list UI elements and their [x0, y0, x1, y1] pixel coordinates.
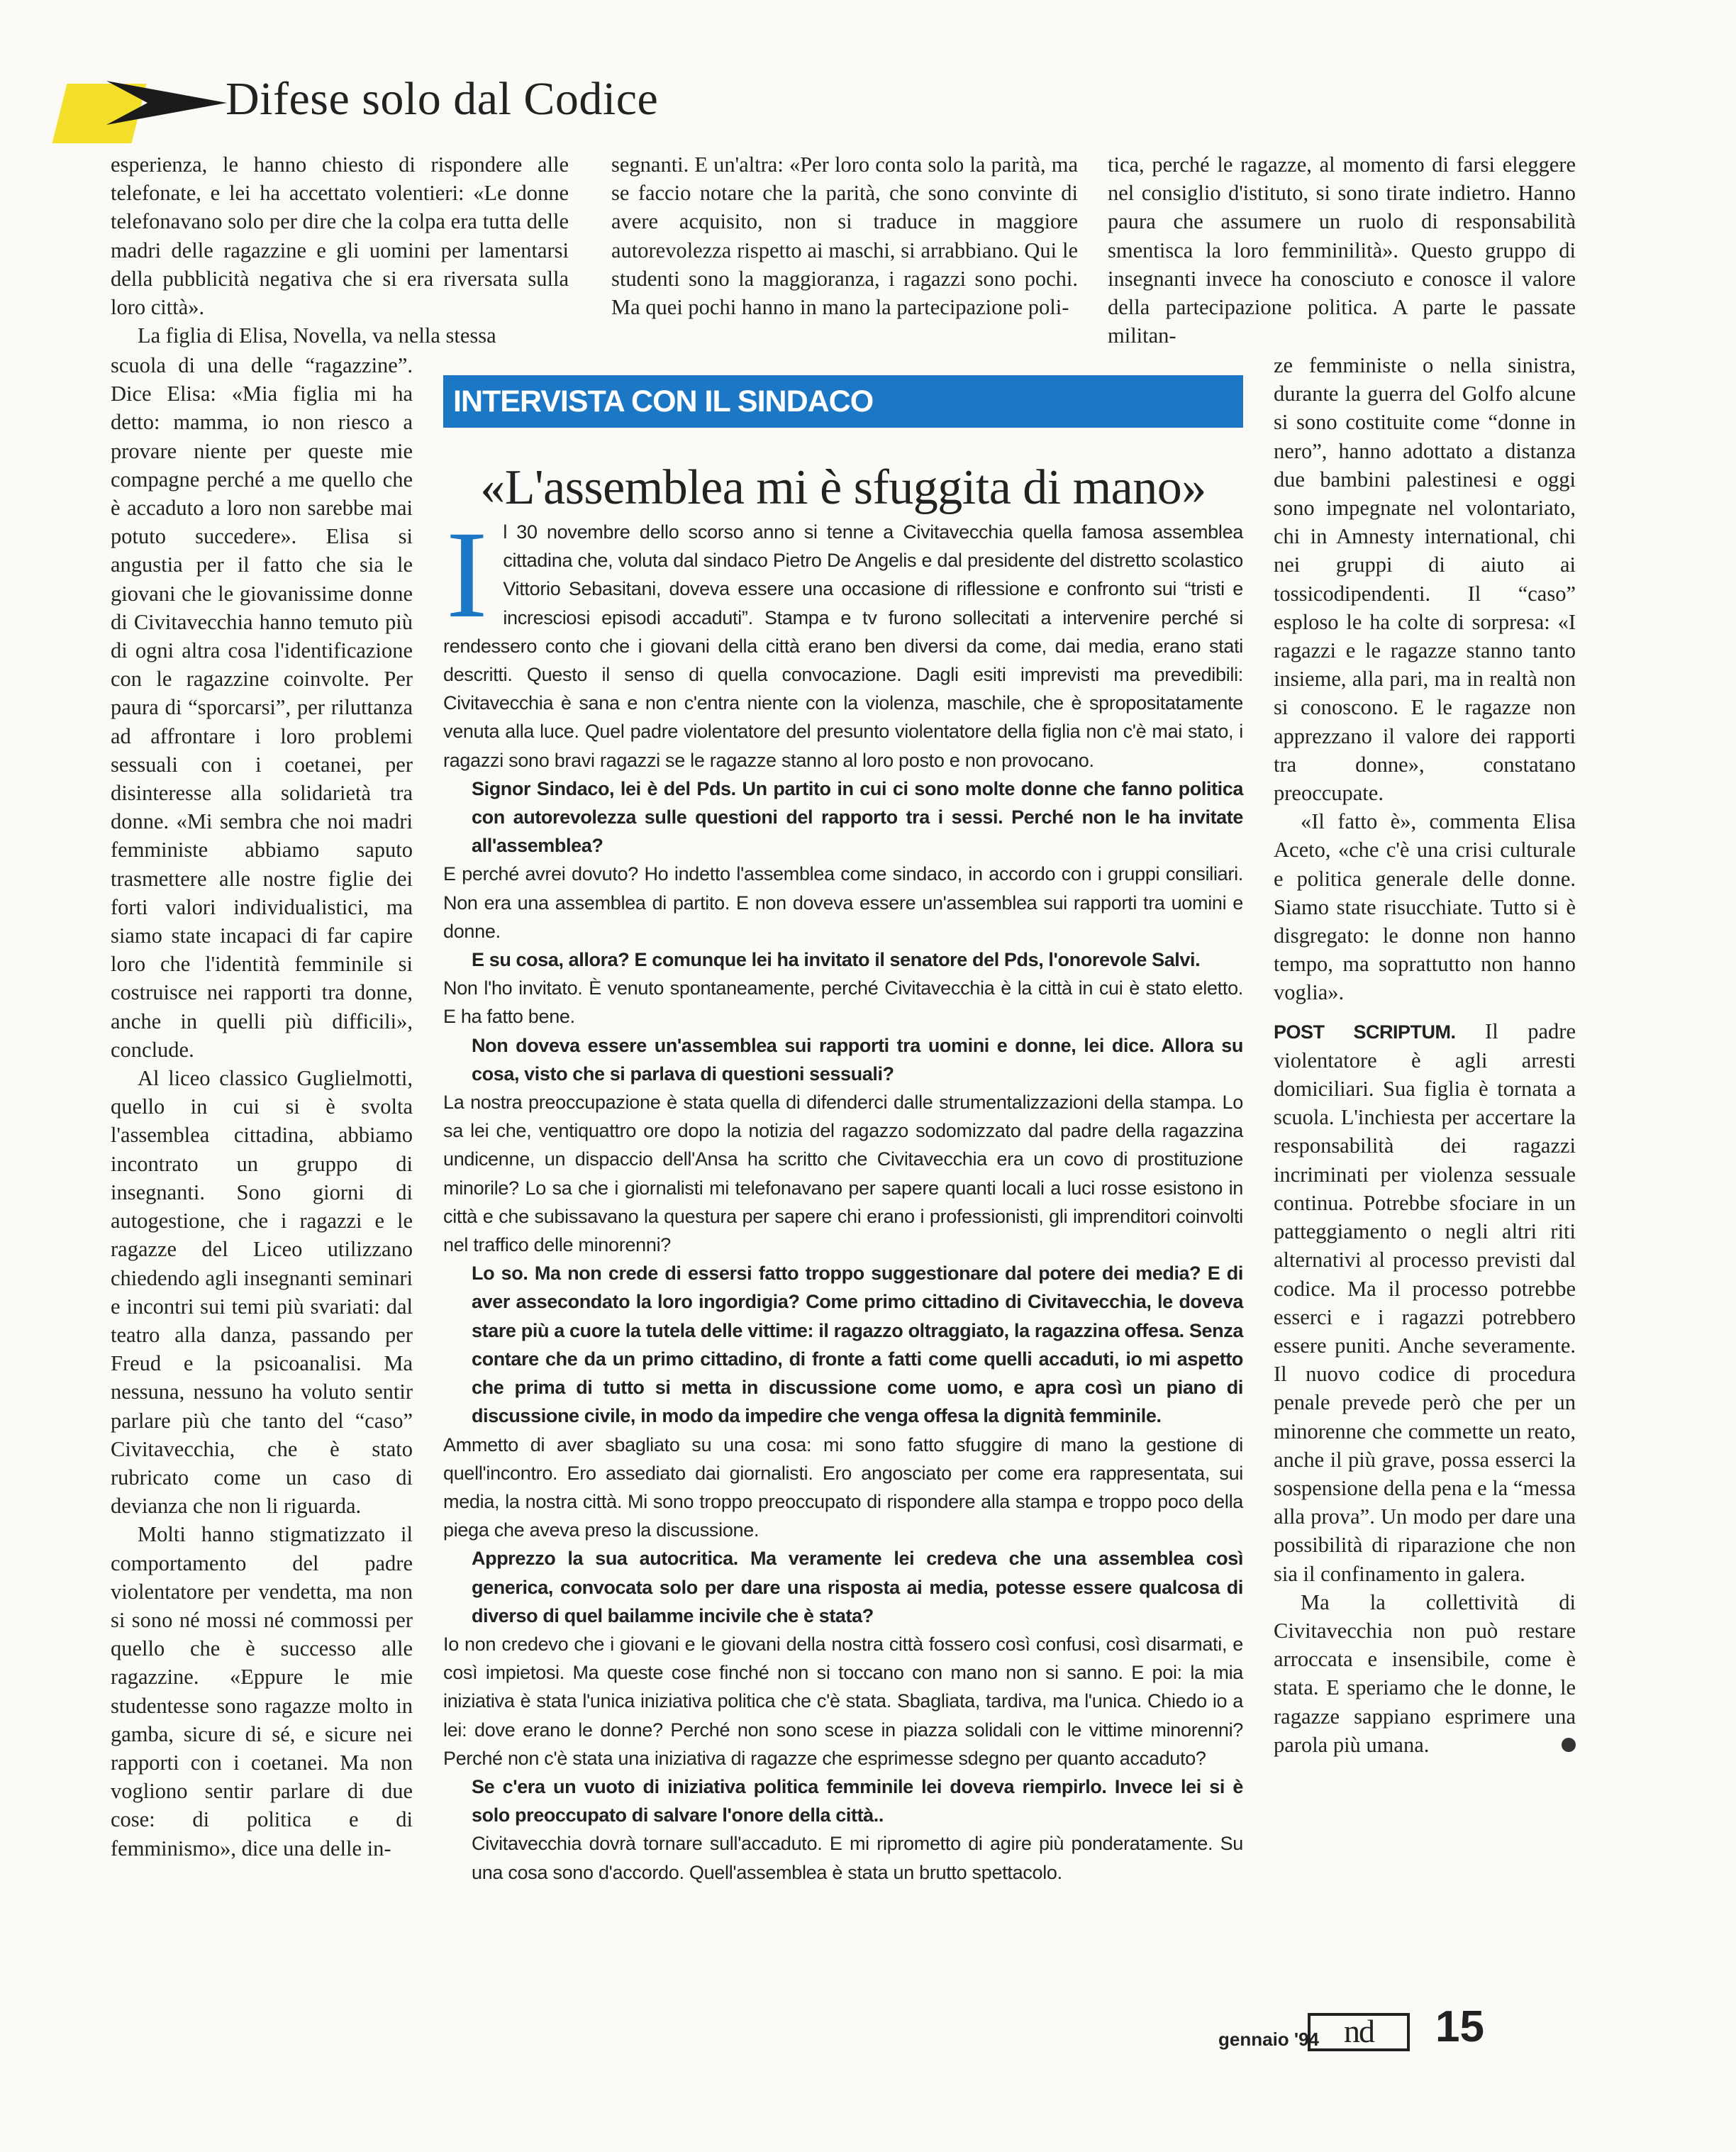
- column-1-paragraph: esperienza, le hanno chiesto di rispondere alle telefonate, e lei ha accettato volentieri: «Le donne telefonavano solo per dire che la colpa era tutta delle madri delle ragazzine e gli uomini per lamentarsi della pubblicità negativa che si era riversata sulla loro città».: [111, 152, 569, 320]
- interview-question: Non doveva essere un'assemblea sui rapporti tra uomini e donne, lei dice. Allora su cosa, visto che si parlava di questioni sessuali?: [472, 1034, 1243, 1085]
- interview-intro: [443, 506, 1243, 775]
- interview-answer: E perché avrei dovuto? Ho indetto l'assemblea come sindaco, in accordo con i gruppi consiliari. Non era una assemblea di partito. E non doveva essere un'assemblea sui rapporti tra uomini e donne.: [443, 863, 1243, 942]
- interview-answer: Ammetto di aver sbagliato su una cosa: mi sono fatto sfuggire di mano la gestione di quell'incontro. Ero assediato dai giornalisti. Ero angosciato per come era rappresentata, sui media, la nostra città. Mi sono troppo preoccupato di rispondere alla stampa e troppo poco della piega che aveva preso la discussione.: [443, 1433, 1243, 1541]
- interview-answer: La nostra preoccupazione è stata quella di difenderci dalle strumentalizzazioni della stampa. Lo sa lei che, ventiquattro ore dopo la notizia del ragazzo sodomizzato dal padre della ragazzina undicenne, un dispaccio dell'Ansa ha scritto che Civitavecchia era un covo di prostituzione minorile? Lo sa che i giornalisti mi telefonavano per sapere quanti locali a luci rosse esistono in città e che subissavano la questura per sapere chi erano i professionisti, gli imprenditori coinvolti nel traffico delle minorenni?: [443, 1092, 1243, 1256]
- column-1-top: [111, 150, 569, 350]
- interview-title-text: «L'assemblea mi è sfuggita di mano»: [480, 460, 1206, 515]
- column-1-paragraph: Al liceo classico Guglielmotti, quello in cui si è svolta l'assemblea cittadina, abbiamo incontrato un gruppo di insegnanti. Sono giorni di autogestione, che i ragazzi e le ragazze del Liceo utilizzano chiedendo agli insegnanti seminari e incontri sui temi più svariati: dal teatro alla danza, passando per Freud e la psicoanalisi. Ma nessuna, nessuno ha voluto sentir parlare più che tanto del “caso” Civitavecchia, che è stato rubricato come un caso di devianza che non li riguarda.: [111, 1066, 413, 1519]
- post-scriptum-label: POST SCRIPTUM.: [1274, 1021, 1456, 1043]
- interview-question: E su cosa, allora? E comunque lei ha invitato il senatore del Pds, l'onorevole Salvi.: [472, 949, 1201, 971]
- column-1-paragraph: scuola di una delle “ragazzine”. Dice Elisa: «Mia figlia mi ha detto: mamma, io non riesco a provare niente per queste mie compagne perché a me quello che è accaduto a loro non sarebbe mai potuto succedere». Elisa si angustia per il fatto che sia le giovani che le giovanissime donne di Civitavecchia hanno temuto più di ogni altra cosa l'identificazione con le ragazzine coinvolte. Per paura di “sporcarsi”, per riluttanza ad affrontare i loro problemi sessuali con i coetanei, per disinteresse alla solidarietà tra donne. «Mi sembra che noi madri femministe abbiamo saputo trasmettere alle nostre figlie dei forti valori individualistici, ma siamo state incapaci di far capire loro che l'identità femminile si costruisce nei rapporti tra donne, anche in quelli più difficili», conclude.: [111, 353, 413, 1062]
- interview-question: Se c'era un vuoto di iniziativa politica femminile lei doveva riempirlo. Invece lei si è solo preoccupato di salvare l'onore della città..: [472, 1775, 1243, 1826]
- post-scriptum-text: Il padre violentatore è agli arresti domiciliari. Sua figlia è tornata a scuola. L'inchiesta per accertare la responsabilità dei ragazzi incriminati per violenza sessuale continua. Potrebbe sfociare in un patteggiamento o negli altri riti alternativi al processo previsti dal codice. Ma il processo potrebbe esserci e i ragazzi potrebbero essere puniti. Anche severamente. Il nuovo codice di procedura penale prevede però che per un minorenne che commette un reato, anche il più grave, possa esserci la sospensione della pena e la “messa alla prova”. Un modo per dare una possibilità di riparazione che non sia il confinamento in galera.: [1274, 1019, 1576, 1586]
- interview-intro-text: l 30 novembre dello scorso anno si tenne a Civitavecchia quella famosa assemblea cittadina che, voluta dal sindaco Pietro De Angelis e dal presidente del distretto scolastico Vittorio Sebasitani, doveva essere una occasione di riflessione e confronto sui “tristi e incresciosi episodi accaduti”. Stampa e tv furono sollecitati a intervenire perché si rendessero conto che i giovani della città erano ben diversi da come, dai media, erano stati descritti. Questo il senso di quella convocazione. Dagli esiti imprevisti ma prevedibili: Civitavecchia è sana e non c'entra niente con la violenza, maschile, che è spropositatamente venuta alla luce. Quel padre violentatore del presunto violentatore della figlia non c'è mai stato, i ragazzi sono bravi ragazzi se le ragazze stanno al loro posto e non provocano.: [443, 521, 1243, 771]
- interview-answer: Civitavecchia dovrà tornare sull'accaduto. E mi riprometto di agire più ponderatamente. Su una cosa sono d'accordo. Quell'assemblea è stata un brutto spettacolo.: [472, 1833, 1243, 1883]
- page-number: 15: [1435, 2002, 1484, 2051]
- arrow-icon: [106, 78, 227, 128]
- interview-question: Lo so. Ma non crede di essersi fatto troppo suggestionare dal potere dei media? E di aver assecondato la loro ingordigia? Come primo cittadino di Civitavecchia, le doveva stare più a cuore la tutela delle vittime: il ragazzo oltraggiato, la ragazzina offesa. Senza contare che da un primo cittadino, di fronte a fatti come quelli accaduti, io mi aspetto che prima di tutto si metta in discussione come uomo, e apra così un piano di discussione civile, in modo da impedire che venga offesa la dignità femminile.: [472, 1263, 1243, 1427]
- section-title: Difese solo dal Codice: [226, 73, 659, 125]
- interview-question: Signor Sindaco, lei è del Pds. Un partito in cui ci sono molte donne che fanno politica con autorevolezza sulle questioni del rapporto tra i sessi. Perché non le ha invitate all'assemblea?: [472, 777, 1243, 857]
- interview-answer: Io non credevo che i giovani e le giovani della nostra città fossero così confusi, così disarmati, e così impietosi. Ma queste cose finché non si toccano con mano non si sanno. E poi: la mia iniziativa è stata l'unica iniziativa politica che c'è stata. Sbagliata, tardiva, ma l'unica. Chiedo io a lei: dove erano le donne? Perché non sono scese in piazza solidali con le vittime minorenni? Perché non c'è stata una iniziativa di ragazze che esprimesse sdegno per quanto accaduto?: [443, 1633, 1243, 1769]
- column-3-paragraph: «Il fatto è», commenta Elisa Aceto, «che c'è una crisi culturale e politica generale delle donne. Siamo state risucchiate. Tutto si è disgregato: le donne non hanno tempo, ma soprattutto non hanno voglia».: [1274, 809, 1576, 1005]
- column-1-paragraph: Molti hanno stigmatizzato il comportamento del padre violentatore per vendetta, ma non si sono né mossi né commossi per quello che è successo alle ragazzine. «Eppure le mie studentesse sono ragazze molto in gamba, sicure di sé, e sicure nei rapporti con i coetanei. Ma non vogliono sentir parlare di due cose: di politica e di femminismo», dice una delle in-: [111, 1522, 413, 1860]
- column-1-paragraph: La figlia di Elisa, Novella, va nella stessa: [138, 323, 496, 348]
- column-3-paragraph: tica, perché le ragazze, al momento di farsi eleggere nel consiglio d'istituto, si sono tirate indietro. Hanno paura che assumere un ruolo di responsabilità smentisca la loro femminilità». Questo gruppo di insegnanti invece ha conosciuto e conosce il valore della partecipazione politica. A parte le passate militan-: [1108, 152, 1576, 348]
- end-mark-icon: [1562, 1738, 1576, 1752]
- column-3-top: [1108, 150, 1576, 350]
- interview-answer: Non l'ho invitato. È venuto spontaneamente, perché Civitavecchia è la città in cui è stato eletto. E ha fatto bene.: [443, 977, 1243, 1028]
- interview-question: Apprezzo la sua autocritica. Ma veramente lei credeva che una assemblea così generica, convocata solo per dare una risposta ai media, potesse essere qualcosa di diverso di quel bailamme incivile che è stata?: [472, 1548, 1243, 1626]
- magazine-logo: nd: [1308, 2013, 1410, 2051]
- interview-body: [443, 506, 1243, 1887]
- dropcap: I: [446, 506, 488, 644]
- post-scriptum-paragraph: [1274, 1017, 1576, 1588]
- column-3-narrow: [1274, 351, 1576, 1759]
- closing-text: Ma la collettività di Civitavecchia non può restare arroccata e insensibile, come è stata. E speriamo che le donne, le ragazze sappiano esprimere una parola più umana.: [1274, 1590, 1576, 1757]
- column-3-paragraph: [1274, 1588, 1576, 1759]
- interview-banner: INTERVISTA CON IL SINDACO: [443, 375, 1243, 428]
- issue-date: gennaio '94: [1218, 2029, 1319, 2050]
- column-2-top: [611, 150, 1078, 321]
- column-1-narrow: [111, 351, 413, 1863]
- interview-title: [443, 460, 1243, 516]
- column-3-paragraph: ze femministe o nella sinistra, durante la guerra del Golfo alcune si sono costituite come “donne in nero”, hanno adottato a distanza due bambini palestinesi e oggi sono impegnate nel volontariato, chi in Amnesty international, chi nei gruppi di aiuto ai tossicodipendenti. Il “caso” esploso le ha colte di sorpresa: «I ragazzi e le ragazze stanno tanto insieme, alla pari, ma in realtà non si conoscono. E le ragazze non apprezzano il valore dei rapporti tra donne», constatano preoccupate.: [1274, 353, 1576, 806]
- column-2-paragraph: segnanti. E un'altra: «Per loro conta solo la parità, ma se faccio notare che la parità, che sono convinte di avere acquisito, non si traduce in maggiore autorevolezza rispetto ai maschi, si arrabbiano. Qui le studenti sono la maggioranza, i ragazzi sono pochi. Ma quei pochi hanno in mano la partecipazione poli-: [611, 152, 1078, 320]
